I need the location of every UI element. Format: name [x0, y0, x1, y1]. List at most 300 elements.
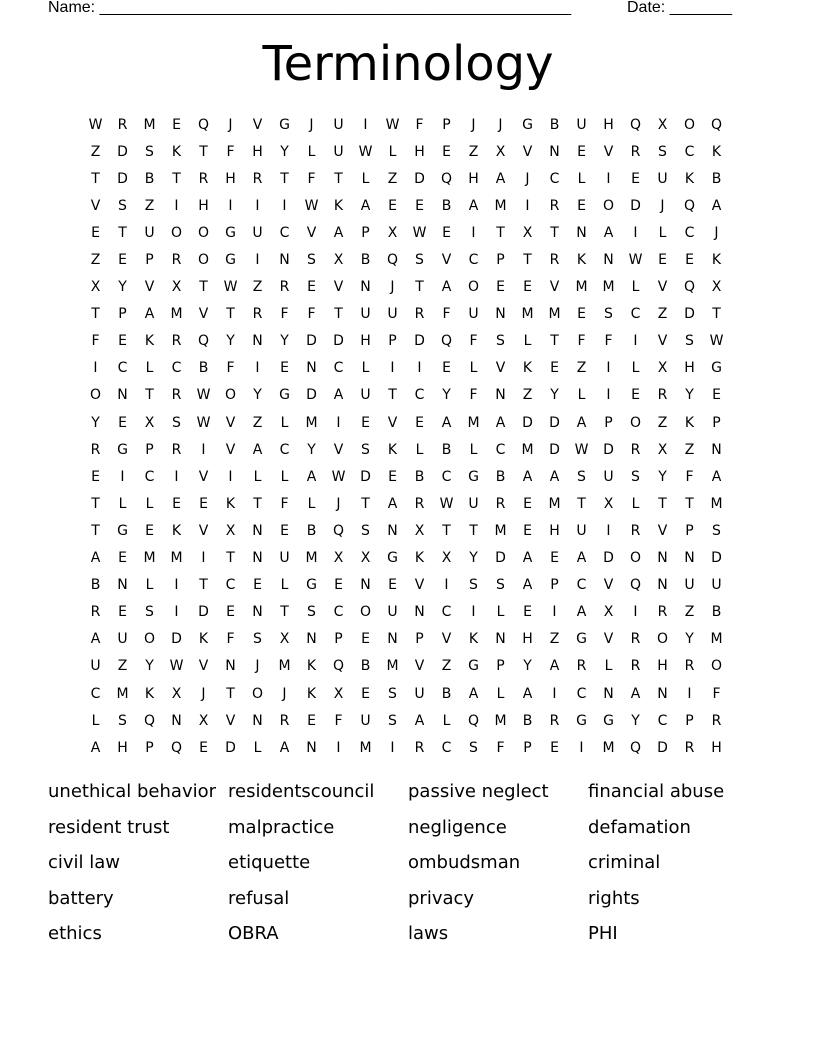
grid-letter[interactable]: Y — [550, 387, 559, 404]
grid-letter[interactable]: A — [711, 468, 722, 485]
grid-letter[interactable]: B — [522, 712, 533, 729]
grid-letter[interactable]: F — [91, 333, 100, 350]
grid-letter[interactable]: L — [469, 441, 478, 458]
grid-letter[interactable]: G — [711, 360, 722, 377]
grid-letter[interactable]: D — [711, 550, 722, 567]
grid-letter[interactable]: A — [711, 197, 722, 214]
grid-letter[interactable]: B — [711, 604, 722, 621]
grid-letter[interactable]: E — [118, 550, 127, 567]
grid-letter[interactable]: K — [306, 658, 317, 675]
grid-letter[interactable]: R — [684, 658, 695, 675]
grid-letter[interactable]: X — [144, 414, 155, 431]
grid-letter[interactable]: W — [628, 252, 643, 269]
grid-letter[interactable]: U — [90, 658, 101, 675]
grid-letter[interactable]: J — [255, 658, 260, 675]
grid-letter[interactable]: S — [658, 143, 667, 160]
grid-letter[interactable]: W — [196, 414, 211, 431]
grid-letter[interactable]: E — [658, 252, 667, 269]
grid-letter[interactable]: S — [145, 604, 154, 621]
grid-letter[interactable]: S — [469, 577, 478, 594]
grid-letter[interactable]: W — [709, 333, 724, 350]
grid-letter[interactable]: V — [90, 197, 101, 214]
grid-letter[interactable]: J — [309, 116, 314, 133]
grid-letter[interactable]: C — [90, 685, 101, 702]
grid-letter[interactable]: E — [145, 522, 154, 539]
grid-letter[interactable]: B — [306, 522, 317, 539]
grid-letter[interactable]: S — [118, 197, 127, 214]
grid-letter[interactable]: V — [414, 577, 425, 594]
grid-letter[interactable]: A — [414, 712, 425, 729]
grid-letter[interactable]: Q — [197, 116, 210, 133]
grid-letter[interactable]: E — [361, 414, 370, 431]
grid-letter[interactable]: Z — [144, 197, 155, 214]
grid-letter[interactable]: A — [90, 631, 101, 648]
grid-letter[interactable]: P — [145, 252, 154, 269]
grid-letter[interactable]: I — [255, 252, 260, 269]
grid-letter[interactable]: M — [494, 522, 507, 539]
grid-letter[interactable]: X — [414, 522, 425, 539]
grid-letter[interactable]: K — [144, 685, 155, 702]
grid-letter[interactable]: B — [549, 116, 560, 133]
grid-letter[interactable]: X — [657, 116, 668, 133]
grid-letter[interactable]: K — [171, 522, 182, 539]
grid-letter[interactable]: K — [306, 685, 317, 702]
grid-letter[interactable]: N — [603, 685, 614, 702]
grid-letter[interactable]: S — [469, 739, 478, 756]
grid-letter[interactable]: M — [467, 414, 480, 431]
grid-letter[interactable]: S — [631, 468, 640, 485]
grid-letter[interactable]: Y — [685, 631, 694, 648]
grid-letter[interactable]: U — [360, 387, 371, 404]
grid-letter[interactable]: A — [549, 658, 560, 675]
grid-letter[interactable]: P — [145, 441, 154, 458]
grid-letter[interactable]: R — [171, 333, 182, 350]
grid-letter[interactable]: U — [144, 224, 155, 241]
grid-letter[interactable]: C — [657, 712, 668, 729]
grid-letter[interactable]: N — [360, 577, 371, 594]
grid-letter[interactable]: F — [496, 739, 505, 756]
grid-letter[interactable]: H — [549, 522, 560, 539]
grid-letter[interactable]: R — [414, 306, 425, 323]
grid-letter[interactable]: O — [683, 116, 696, 133]
grid-letter[interactable]: E — [334, 577, 343, 594]
grid-letter[interactable]: F — [307, 170, 316, 187]
grid-letter[interactable]: T — [172, 170, 181, 187]
grid-letter[interactable]: R — [630, 631, 641, 648]
grid-letter[interactable]: B — [441, 441, 452, 458]
grid-letter[interactable]: V — [225, 441, 236, 458]
grid-letter[interactable]: B — [144, 170, 155, 187]
grid-letter[interactable]: B — [360, 252, 371, 269]
grid-letter[interactable]: A — [522, 577, 533, 594]
grid-letter[interactable]: W — [439, 495, 454, 512]
grid-letter[interactable]: W — [169, 658, 184, 675]
grid-letter[interactable]: U — [117, 631, 128, 648]
grid-letter[interactable]: G — [387, 550, 398, 567]
grid-letter[interactable]: A — [144, 306, 155, 323]
grid-letter[interactable]: X — [603, 495, 614, 512]
grid-letter[interactable]: R — [171, 252, 182, 269]
grid-letter[interactable]: O — [251, 685, 264, 702]
grid-letter[interactable]: Q — [629, 116, 642, 133]
grid-letter[interactable]: S — [388, 712, 397, 729]
grid-letter[interactable]: A — [441, 414, 452, 431]
grid-letter[interactable]: X — [441, 550, 452, 567]
grid-letter[interactable]: G — [576, 712, 587, 729]
grid-letter[interactable]: W — [304, 197, 319, 214]
grid-letter[interactable]: B — [360, 658, 371, 675]
grid-letter[interactable]: C — [414, 387, 425, 404]
grid-letter[interactable]: R — [90, 604, 101, 621]
grid-letter[interactable]: P — [442, 116, 451, 133]
grid-letter[interactable]: L — [145, 360, 154, 377]
grid-letter[interactable]: I — [174, 468, 179, 485]
grid-letter[interactable]: R — [657, 604, 668, 621]
grid-letter[interactable]: L — [496, 604, 505, 621]
grid-letter[interactable]: T — [253, 495, 262, 512]
grid-letter[interactable]: W — [223, 279, 238, 296]
grid-letter[interactable]: V — [657, 279, 668, 296]
grid-letter[interactable]: G — [468, 658, 479, 675]
grid-letter[interactable]: T — [442, 522, 451, 539]
grid-letter[interactable]: R — [252, 306, 263, 323]
grid-letter[interactable]: F — [712, 685, 721, 702]
grid-letter[interactable]: O — [467, 279, 480, 296]
grid-letter[interactable]: M — [548, 495, 561, 512]
grid-letter[interactable]: A — [441, 279, 452, 296]
grid-letter[interactable]: E — [550, 739, 559, 756]
grid-letter[interactable]: Z — [387, 170, 398, 187]
grid-letter[interactable]: D — [684, 306, 695, 323]
grid-letter[interactable]: B — [441, 197, 452, 214]
grid-letter[interactable]: M — [494, 197, 507, 214]
grid-letter[interactable]: B — [414, 468, 425, 485]
grid-letter[interactable]: I — [687, 685, 692, 702]
grid-letter[interactable]: U — [252, 224, 263, 241]
grid-letter[interactable]: S — [388, 685, 397, 702]
grid-letter[interactable]: P — [415, 631, 424, 648]
grid-letter[interactable]: G — [225, 252, 236, 269]
grid-letter[interactable]: E — [226, 604, 235, 621]
grid-letter[interactable]: I — [336, 739, 341, 756]
grid-letter[interactable]: M — [521, 306, 534, 323]
grid-letter[interactable]: M — [170, 306, 183, 323]
grid-letter[interactable]: Z — [684, 604, 695, 621]
grid-letter[interactable]: R — [117, 116, 128, 133]
grid-letter[interactable]: L — [442, 712, 451, 729]
grid-letter[interactable]: P — [118, 306, 127, 323]
grid-letter[interactable]: R — [630, 143, 641, 160]
grid-letter[interactable]: F — [469, 387, 478, 404]
grid-letter[interactable]: P — [145, 739, 154, 756]
grid-letter[interactable]: A — [468, 197, 479, 214]
grid-letter[interactable]: E — [577, 197, 586, 214]
grid-letter[interactable]: E — [550, 360, 559, 377]
grid-letter[interactable]: L — [496, 685, 505, 702]
grid-letter[interactable]: E — [307, 712, 316, 729]
grid-letter[interactable]: C — [684, 224, 695, 241]
grid-letter[interactable]: N — [603, 252, 614, 269]
grid-letter[interactable]: T — [388, 387, 397, 404]
grid-letter[interactable]: Q — [629, 577, 642, 594]
grid-letter[interactable]: S — [415, 252, 424, 269]
grid-letter[interactable]: D — [603, 441, 614, 458]
grid-letter[interactable]: L — [469, 360, 478, 377]
grid-letter[interactable]: Y — [280, 333, 289, 350]
grid-letter[interactable]: F — [604, 333, 613, 350]
grid-letter[interactable]: R — [576, 658, 587, 675]
grid-letter[interactable]: Y — [280, 143, 289, 160]
grid-letter[interactable]: L — [631, 360, 640, 377]
grid-letter[interactable]: D — [360, 468, 371, 485]
grid-letter[interactable]: T — [280, 604, 289, 621]
grid-letter[interactable]: M — [386, 658, 399, 675]
grid-letter[interactable]: R — [171, 387, 182, 404]
grid-letter[interactable]: M — [359, 739, 372, 756]
grid-letter[interactable]: H — [198, 197, 209, 214]
grid-letter[interactable]: Q — [629, 739, 642, 756]
grid-letter[interactable]: E — [442, 224, 451, 241]
grid-letter[interactable]: X — [387, 224, 398, 241]
grid-letter[interactable]: T — [577, 495, 586, 512]
grid-letter[interactable]: E — [91, 468, 100, 485]
grid-letter[interactable]: K — [171, 143, 182, 160]
grid-letter[interactable]: E — [361, 685, 370, 702]
grid-letter[interactable]: I — [606, 170, 611, 187]
grid-letter[interactable]: A — [603, 224, 614, 241]
grid-letter[interactable]: L — [91, 712, 100, 729]
grid-letter[interactable]: L — [307, 143, 316, 160]
grid-letter[interactable]: G — [117, 441, 128, 458]
grid-letter[interactable]: N — [279, 252, 290, 269]
grid-letter[interactable]: E — [388, 577, 397, 594]
grid-letter[interactable]: K — [468, 631, 479, 648]
grid-letter[interactable]: P — [496, 252, 505, 269]
grid-letter[interactable]: E — [118, 252, 127, 269]
grid-letter[interactable]: O — [710, 658, 723, 675]
grid-letter[interactable]: X — [333, 685, 344, 702]
grid-letter[interactable]: R — [630, 522, 641, 539]
grid-letter[interactable]: E — [280, 522, 289, 539]
grid-letter[interactable]: H — [657, 658, 668, 675]
grid-letter[interactable]: I — [633, 224, 638, 241]
grid-letter[interactable]: N — [576, 224, 587, 241]
grid-letter[interactable]: A — [279, 739, 290, 756]
grid-letter[interactable]: Y — [523, 658, 532, 675]
grid-letter[interactable]: I — [336, 414, 341, 431]
grid-letter[interactable]: E — [523, 279, 532, 296]
grid-letter[interactable]: N — [495, 387, 506, 404]
grid-letter[interactable]: O — [629, 550, 642, 567]
grid-letter[interactable]: X — [171, 279, 182, 296]
grid-letter[interactable]: E — [118, 333, 127, 350]
grid-letter[interactable]: O — [224, 387, 237, 404]
grid-letter[interactable]: A — [576, 550, 587, 567]
grid-letter[interactable]: J — [498, 116, 503, 133]
grid-letter[interactable]: A — [495, 414, 506, 431]
grid-letter[interactable]: T — [91, 306, 100, 323]
grid-letter[interactable]: U — [657, 170, 668, 187]
grid-letter[interactable]: L — [604, 658, 613, 675]
grid-letter[interactable]: E — [388, 468, 397, 485]
grid-letter[interactable]: I — [606, 522, 611, 539]
grid-letter[interactable]: K — [225, 495, 236, 512]
grid-letter[interactable]: C — [684, 143, 695, 160]
grid-letter[interactable]: C — [576, 577, 587, 594]
grid-letter[interactable]: T — [118, 224, 127, 241]
grid-letter[interactable]: N — [387, 522, 398, 539]
grid-letter[interactable]: A — [522, 468, 533, 485]
grid-letter[interactable]: L — [253, 739, 262, 756]
grid-letter[interactable]: U — [360, 306, 371, 323]
grid-letter[interactable]: Z — [576, 360, 587, 377]
grid-letter[interactable]: U — [576, 522, 587, 539]
grid-letter[interactable]: N — [252, 712, 263, 729]
grid-letter[interactable]: V — [333, 279, 344, 296]
grid-letter[interactable]: D — [171, 631, 182, 648]
grid-letter[interactable]: D — [333, 333, 344, 350]
grid-letter[interactable]: F — [469, 333, 478, 350]
grid-letter[interactable]: Z — [657, 306, 668, 323]
grid-letter[interactable]: N — [360, 279, 371, 296]
grid-letter[interactable]: Q — [683, 197, 696, 214]
grid-letter[interactable]: K — [684, 170, 695, 187]
grid-letter[interactable]: X — [333, 550, 344, 567]
grid-letter[interactable]: A — [630, 685, 641, 702]
grid-letter[interactable]: X — [603, 604, 614, 621]
grid-letter[interactable]: L — [631, 279, 640, 296]
grid-letter[interactable]: Y — [658, 468, 667, 485]
grid-letter[interactable]: K — [198, 631, 209, 648]
grid-letter[interactable]: X — [657, 360, 668, 377]
grid-letter[interactable]: K — [522, 360, 533, 377]
grid-letter[interactable]: Z — [252, 279, 263, 296]
grid-letter[interactable]: S — [496, 577, 505, 594]
grid-letter[interactable]: X — [333, 252, 344, 269]
grid-letter[interactable]: V — [414, 658, 425, 675]
grid-letter[interactable]: P — [388, 333, 397, 350]
grid-letter[interactable]: C — [630, 306, 641, 323]
grid-letter[interactable]: U — [468, 306, 479, 323]
grid-letter[interactable]: P — [334, 631, 343, 648]
grid-letter[interactable]: A — [576, 414, 587, 431]
grid-letter[interactable]: E — [631, 170, 640, 187]
grid-letter[interactable]: R — [171, 441, 182, 458]
grid-letter[interactable]: Q — [170, 739, 183, 756]
grid-letter[interactable]: X — [171, 685, 182, 702]
grid-letter[interactable]: V — [657, 333, 668, 350]
grid-letter[interactable]: I — [471, 224, 476, 241]
grid-letter[interactable]: I — [606, 360, 611, 377]
grid-letter[interactable]: Q — [683, 279, 696, 296]
grid-letter[interactable]: I — [390, 360, 395, 377]
grid-letter[interactable]: G — [279, 387, 290, 404]
grid-letter[interactable]: M — [305, 550, 318, 567]
grid-letter[interactable]: Y — [253, 387, 262, 404]
grid-letter[interactable]: M — [710, 495, 723, 512]
grid-letter[interactable]: F — [577, 333, 586, 350]
grid-letter[interactable]: S — [307, 604, 316, 621]
grid-letter[interactable]: V — [387, 414, 398, 431]
grid-letter[interactable]: M — [494, 712, 507, 729]
grid-letter[interactable]: N — [414, 604, 425, 621]
grid-letter[interactable]: L — [577, 170, 586, 187]
grid-letter[interactable]: W — [412, 224, 427, 241]
grid-letter[interactable]: L — [658, 224, 667, 241]
grid-letter[interactable]: A — [90, 739, 101, 756]
grid-letter[interactable]: I — [201, 441, 206, 458]
grid-letter[interactable]: E — [577, 143, 586, 160]
grid-letter[interactable]: J — [201, 685, 206, 702]
grid-letter[interactable]: H — [117, 739, 128, 756]
grid-letter[interactable]: V — [522, 143, 533, 160]
grid-letter[interactable]: R — [279, 279, 290, 296]
grid-letter[interactable]: T — [334, 306, 343, 323]
grid-letter[interactable]: N — [387, 631, 398, 648]
grid-letter[interactable]: U — [603, 468, 614, 485]
grid-letter[interactable]: K — [387, 441, 398, 458]
grid-letter[interactable]: C — [279, 224, 290, 241]
grid-letter[interactable]: T — [523, 252, 532, 269]
grid-letter[interactable]: R — [630, 658, 641, 675]
grid-letter[interactable]: P — [604, 414, 613, 431]
grid-letter[interactable]: V — [603, 143, 614, 160]
grid-letter[interactable]: Q — [332, 522, 345, 539]
grid-letter[interactable]: L — [253, 468, 262, 485]
grid-letter[interactable]: L — [145, 495, 154, 512]
grid-letter[interactable]: P — [550, 577, 559, 594]
grid-letter[interactable]: O — [197, 252, 210, 269]
grid-letter[interactable]: T — [334, 170, 343, 187]
grid-letter[interactable]: X — [360, 550, 371, 567]
grid-letter[interactable]: K — [711, 252, 722, 269]
grid-letter[interactable]: Y — [442, 387, 451, 404]
grid-letter[interactable]: L — [280, 468, 289, 485]
grid-letter[interactable]: A — [333, 224, 344, 241]
grid-letter[interactable]: C — [441, 604, 452, 621]
grid-letter[interactable]: L — [280, 414, 289, 431]
grid-letter[interactable]: V — [549, 279, 560, 296]
grid-letter[interactable]: V — [306, 224, 317, 241]
grid-letter[interactable]: F — [280, 495, 289, 512]
grid-letter[interactable]: E — [577, 306, 586, 323]
grid-letter[interactable]: T — [496, 224, 505, 241]
grid-letter[interactable]: S — [496, 333, 505, 350]
grid-letter[interactable]: R — [252, 170, 263, 187]
grid-letter[interactable]: P — [496, 658, 505, 675]
grid-letter[interactable]: E — [442, 360, 451, 377]
grid-letter[interactable]: R — [90, 441, 101, 458]
grid-letter[interactable]: O — [656, 631, 669, 648]
grid-letter[interactable]: O — [629, 414, 642, 431]
grid-letter[interactable]: G — [576, 631, 587, 648]
grid-letter[interactable]: S — [253, 631, 262, 648]
grid-letter[interactable]: M — [710, 631, 723, 648]
grid-letter[interactable]: N — [657, 577, 668, 594]
grid-letter[interactable]: J — [471, 116, 476, 133]
grid-letter[interactable]: E — [118, 414, 127, 431]
grid-letter[interactable]: Z — [657, 414, 668, 431]
grid-letter[interactable]: E — [523, 495, 532, 512]
grid-letter[interactable]: H — [684, 360, 695, 377]
grid-letter[interactable]: L — [361, 360, 370, 377]
grid-letter[interactable]: Z — [684, 441, 695, 458]
grid-letter[interactable]: G — [603, 712, 614, 729]
grid-letter[interactable]: Z — [468, 143, 479, 160]
grid-letter[interactable]: C — [441, 468, 452, 485]
grid-letter[interactable]: D — [225, 739, 236, 756]
grid-letter[interactable]: V — [225, 414, 236, 431]
